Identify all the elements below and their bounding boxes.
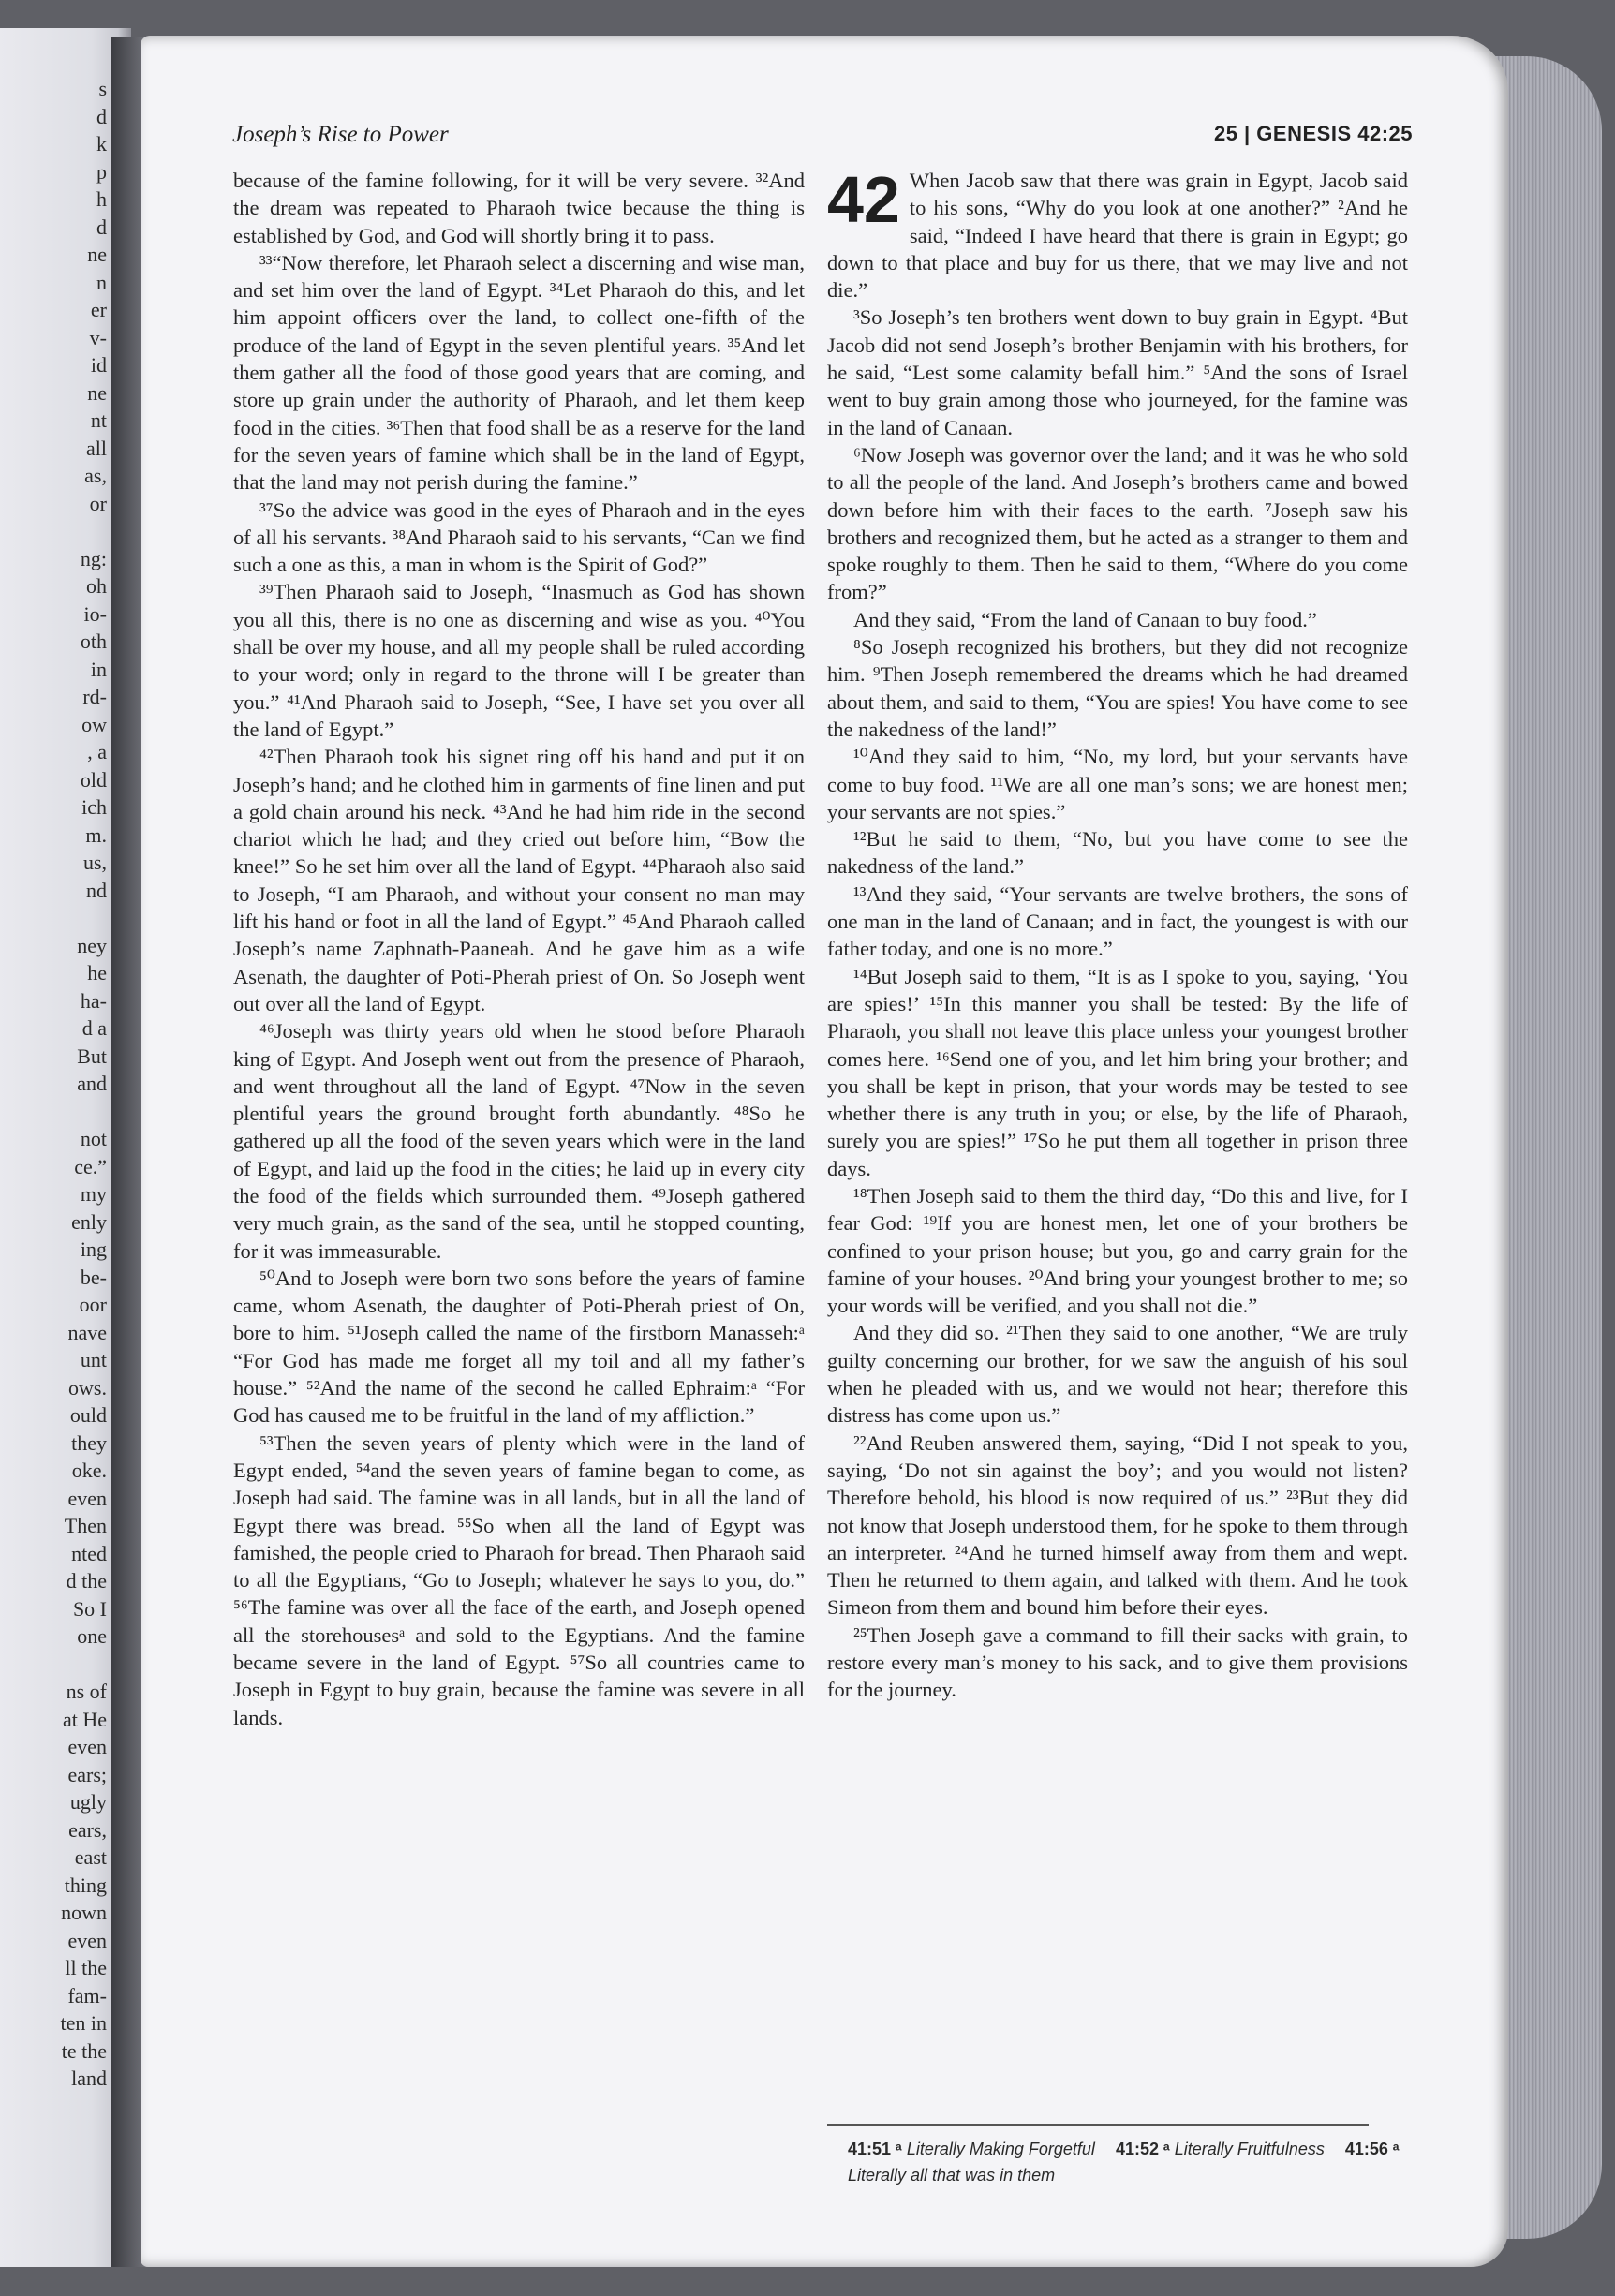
left-page-fragment: nt bbox=[90, 408, 107, 432]
left-page-fragment: even bbox=[67, 1486, 107, 1510]
left-page-fragment: So I bbox=[72, 1596, 107, 1621]
verse-paragraph: ⁵³Then the seven years of plenty which were in the land of Egypt ended, ⁵⁴and the seven years of famine began to come, as Joseph had said. The famine was in all lands, but in all the land of Egypt there was bread. ⁵⁵So when all the land of Egypt was famished, the people cried to Pharaoh for bread. Then Pharaoh said to all the Egyptians, “Go to Joseph; whatever he says to you, do.” ⁵⁶The famine was over all the face of the earth, and Joseph opened all the storehousesᵃ and sold to the Egyptians. And the famine became severe in the land of Egypt. ⁵⁷So all countries came to Joseph in Egypt to buy grain, because the famine was severe in all lands. bbox=[233, 1430, 805, 1729]
verse-paragraph: ¹⁴But Joseph said to them, “It is as I spoke to you, saying, ‘You are spies!’ ¹⁵In this manner you shall be tested: By the life of Pharaoh, you shall not leave this place unless your youngest brother comes here. ¹⁶Send one of you, and let him bring your brother; and you shall be kept in prison, that your words may be tested to see whether there is any truth in you; or else, by the life of Pharaoh, surely you are spies!” ¹⁷So he put them all together in prison three days. bbox=[827, 964, 1408, 1180]
left-page-fragment: and bbox=[77, 1072, 107, 1095]
left-page-fragment: te the bbox=[61, 2038, 107, 2063]
verse-paragraph: And they did so. ²¹Then they said to one another, “We are truly guilty concerning our brother, for we saw the anguish of his soul when he pleaded with us, and we would not hear; therefore this distress has come upon us.” bbox=[827, 1321, 1408, 1428]
left-page-fragment: ne bbox=[87, 243, 107, 266]
chapter-number: 42 bbox=[827, 163, 900, 236]
left-page-fragment: oke. bbox=[71, 1459, 107, 1482]
left-page-fragment: as, bbox=[84, 464, 107, 487]
left-page-fragment: ears, bbox=[68, 1817, 107, 1842]
left-page-fragment: not bbox=[80, 1127, 107, 1150]
verse-paragraph: ⁴⁶Joseph was thirty years old when he stood before Pharaoh king of Egypt. And Joseph went out from the presence of Pharaoh, and went throughout all the land of Egypt. ⁴⁷Now in the seven plentiful years the ground brought forth abundantly. ⁴⁸So he gathered up all the food of the seven years which were in the land of Egypt, and laid up the food in the cities; he laid up in every city the food of the fields which surrounded them. ⁴⁹Joseph gathered very much grain, as the sand of the sea, until he stopped counting, for it was immeasurable. bbox=[233, 1019, 805, 1263]
left-page-fragment: ich bbox=[81, 795, 107, 819]
left-page-fragment: east bbox=[74, 1845, 107, 1869]
footnote-text: Literally all that was in them bbox=[848, 2166, 1056, 2185]
left-page-fragment: or bbox=[89, 491, 107, 515]
left-page-fragment: d the bbox=[66, 1569, 107, 1592]
left-page-fragment: d bbox=[96, 104, 107, 128]
left-page-fragment: ugly bbox=[69, 1790, 107, 1814]
footnote-divider bbox=[827, 2124, 1369, 2126]
footnote-ref: 41:51 ᵃ bbox=[848, 2140, 907, 2158]
left-page-fragment: old bbox=[80, 767, 107, 792]
left-page-fragment: p bbox=[96, 159, 107, 184]
left-page-fragment: ne bbox=[87, 380, 107, 405]
left-page-fragment: k bbox=[96, 132, 107, 156]
left-page-fragment: nown bbox=[61, 1901, 107, 1924]
verse-paragraph: ³So Joseph’s ten brothers went down to buy grain in Egypt. ⁴But Jacob did not send Joseph’s brother Benjamin with his brothers, for he said, “Lest some calamity befall him.” ⁵And the sons of Israel went to buy grain among those who journeyed, for the famine was in the land of Canaan. bbox=[827, 305, 1408, 439]
left-page-fragment: , a bbox=[87, 740, 107, 763]
left-page-fragment: all bbox=[86, 436, 107, 460]
left-page-fragment: fam- bbox=[67, 1983, 107, 2007]
left-page-fragment: io- bbox=[83, 601, 107, 626]
footnote bbox=[848, 2140, 1095, 2158]
verse-paragraph: because of the famine following, for it will be very severe. ³²And the dream was repeated to Pharaoh twice because the thing is established by God, and God will shortly bring it to pass. bbox=[233, 169, 805, 247]
footnote-ref: 41:56 ᵃ bbox=[1344, 2140, 1400, 2158]
verse-paragraph: And they said, “From the land of Canaan to buy food.” bbox=[853, 607, 1317, 631]
left-page-fragment: one bbox=[77, 1624, 107, 1648]
left-page-fragment: oth bbox=[80, 630, 107, 653]
left-page-fragment: even bbox=[67, 1735, 107, 1758]
left-page-fragment: n bbox=[96, 270, 107, 294]
left-page-fragment: my bbox=[80, 1182, 107, 1206]
left-page-fragment: at He bbox=[62, 1707, 107, 1731]
verse-paragraph: ⁴²Then Pharaoh took his signet ring off his hand and put it on Joseph’s hand; and he clothed him in garments of fine linen and put a gold chain around his neck. ⁴³And he had him ride in the second chariot which he had; and they cried out before him, “Bow the knee!” So he set him over all the land of Egypt. ⁴⁴Pharaoh also said to Joseph, “I am Pharaoh, and without your consent no man may lift his hand or foot in all the land of Egypt.” ⁴⁵And Pharaoh called Joseph’s name Zaphnath-Paaneah. And he gave him as a wife Asenath, the daughter of Poti-Pherah priest of On. So Joseph went out over all the land of Egypt. bbox=[233, 745, 805, 1015]
left-text-column bbox=[233, 167, 805, 1731]
verse-paragraph: ²⁵Then Joseph gave a command to fill their sacks with grain, to restore every man’s money to his sack, and to give them provisions for the journey. bbox=[827, 1622, 1408, 1702]
verse-paragraph: ¹²But he said to them, “No, but you have come to see the nakedness of the land.” bbox=[827, 827, 1408, 879]
left-page-fragment: ll the bbox=[65, 1956, 107, 1979]
left-page-fragment: h bbox=[96, 187, 107, 211]
left-page-fragment: v- bbox=[89, 325, 107, 349]
verse-paragraph: ³⁷So the advice was good in the eyes of Pharaoh and in the eyes of all his servants. ³⁸And Pharaoh said to his servants, “Can we find such a one as this, a man in whom is the Spirit of God?” bbox=[233, 497, 805, 577]
verse-paragraph: ⁶Now Joseph was governor over the land; and it was he who sold to all the people of the land. And Joseph’s brothers came and bowed down before him with their faces to the earth. ⁷Joseph saw his brothers and recognized them, but he acted as a stranger to them and spoke roughly to them. Then he said to them, “Where do you come from?” bbox=[827, 442, 1408, 604]
left-page-fragment: enly bbox=[71, 1209, 107, 1234]
verse-paragraph: When Jacob saw that there was grain in Egypt, Jacob said to his sons, “Why do you look at one another?” ²And he said, “Indeed I have heard that there is grain in Egypt; go down to that place and buy for us there, that we may live and not die.” bbox=[827, 169, 1408, 303]
verse-paragraph: ²²And Reuben answered them, saying, “Did I not speak to you, saying, ‘Do not sin against the boy’; and you would not listen? Therefore behold, his blood is now required of us.” ²³But they did not know that Joseph understood them, for he spoke to them through an interpreter. ²⁴And he turned himself away from them and wept. Then he returned to them again, and talked with them. And he took Simeon from them and bound him before their eyes. bbox=[827, 1430, 1408, 1620]
left-page-fragment: unt bbox=[80, 1348, 107, 1371]
verse-paragraph: ¹³And they said, “Your servants are twelve brothers, the sons of one man in the land of Canaan; and in fact, the youngest is with our father today, and one is no more.” bbox=[827, 881, 1408, 961]
verse-paragraph: ³⁹Then Pharaoh said to Joseph, “Inasmuch as God has shown you all this, there is no one as discerning and wise as you. ⁴⁰You shall be over my house, and all my people shall be ruled according to your word; only in regard to the throne will I be greater than you.” ⁴¹And Pharaoh said to Joseph, “See, I have set you over all the land of Egypt.” bbox=[233, 580, 805, 741]
left-page-fragment: ould bbox=[69, 1403, 107, 1427]
footnote bbox=[1116, 2140, 1325, 2158]
left-page-fragment: oh bbox=[86, 574, 107, 598]
left-page-fragment: they bbox=[71, 1430, 107, 1455]
left-page-fragment: us, bbox=[82, 851, 107, 874]
verse-paragraph: ⁸So Joseph recognized his brothers, but they did not recognize him. ⁹Then Joseph remembered the dreams which he had dreamed about them, and said to them, “You are spies! You have come to see the nakedness of the land!” bbox=[827, 635, 1408, 741]
left-page-fragment: in bbox=[90, 657, 107, 681]
left-page-fragment: er bbox=[90, 298, 107, 321]
left-page-fragment: land bbox=[71, 2066, 107, 2090]
left-page-fragment: he bbox=[87, 961, 107, 985]
verse-paragraph: ³³“Now therefore, let Pharaoh select a discerning and wise man, and set him over the land of Egypt. ³⁴Let Pharaoh do this, and let him appoint officers over the land, to collect one-fifth of the produce of the land of Egypt in the seven plentiful years. ³⁵And let them gather all the food of those good years that are coming, and store up grain under the authority of Pharaoh, and let them keep food in the cities. ³⁶Then that food shall be as a reserve for the land for the seven years of famine which shall be in the land of Egypt, that the land may not perish during the famine.” bbox=[233, 250, 805, 495]
page-reference: 25 | GENESIS 42:25 bbox=[1213, 122, 1413, 145]
left-page-fragment: ns of bbox=[66, 1680, 107, 1703]
footnote-ref: 41:52 ᵃ bbox=[1115, 2140, 1175, 2158]
left-page-fragment: s bbox=[98, 77, 107, 100]
left-page-fragment: ce.” bbox=[74, 1154, 107, 1178]
left-page-fragment: ears; bbox=[67, 1762, 107, 1786]
left-page-fragment: thing bbox=[64, 1873, 107, 1897]
left-page-fragment: d bbox=[96, 215, 107, 239]
left-page-fragment: ow bbox=[81, 712, 107, 736]
left-page-fragment: be- bbox=[80, 1265, 107, 1289]
left-page-fragment: id bbox=[90, 353, 107, 377]
left-page-fragment: ing bbox=[80, 1237, 107, 1261]
left-page-fragment: d a bbox=[81, 1016, 107, 1040]
left-page-fragment: nave bbox=[67, 1320, 107, 1344]
left-page-fragment: ng: bbox=[80, 546, 107, 570]
left-page-fragment: rd- bbox=[82, 685, 107, 708]
left-page-fragment: even bbox=[67, 1928, 107, 1952]
running-head: Joseph’s Rise to Power bbox=[232, 122, 449, 147]
left-page-fragment: m. bbox=[85, 822, 107, 847]
right-text-column bbox=[827, 163, 1408, 1704]
verse-paragraph: ¹⁰And they said to him, “No, my lord, but your servants have come to buy food. ¹¹We are all one man’s sons; we are honest men; your servants are not spies.” bbox=[827, 745, 1408, 823]
footnotes bbox=[848, 2136, 1410, 2188]
left-page-fragment: oor bbox=[79, 1293, 107, 1316]
footnote-text: Literally Fruitfulness bbox=[1174, 2140, 1325, 2158]
left-page-fragment: ten in bbox=[60, 2011, 107, 2035]
verse-paragraph: ⁵⁰And to Joseph were born two sons before the years of famine came, whom Asenath, the daughter of Poti-Pherah priest of On, bore to him. ⁵¹Joseph called the name of the firstborn Manasseh:ᵃ “For God has made me forget all my toil and all my father’s house.” ⁵²And the name of the second he called Ephraim:ᵃ “For God has caused me to be fruitful in the land of my affliction.” bbox=[233, 1266, 805, 1428]
left-page-fragment: nted bbox=[71, 1541, 107, 1565]
left-page-fragment: ney bbox=[77, 933, 107, 957]
verse-paragraph: ¹⁸Then Joseph said to them the third day, “Do this and live, for I fear God: ¹⁹If you are honest men, let one of your brothers be confined to your prison house; but you, go and carry grain for the famine of your houses. ²⁰And bring your youngest brother to me; so your words will be verified, and you shall not die.” bbox=[827, 1183, 1408, 1318]
left-page-fragment: ha- bbox=[80, 988, 107, 1013]
left-page-fragment: ows. bbox=[68, 1375, 107, 1400]
left-page-fragment: But bbox=[77, 1044, 107, 1068]
left-page-fragment: nd bbox=[86, 878, 107, 902]
left-page-fragment: Then bbox=[64, 1514, 107, 1537]
footnote-text: Literally Making Forgetful bbox=[906, 2140, 1095, 2158]
